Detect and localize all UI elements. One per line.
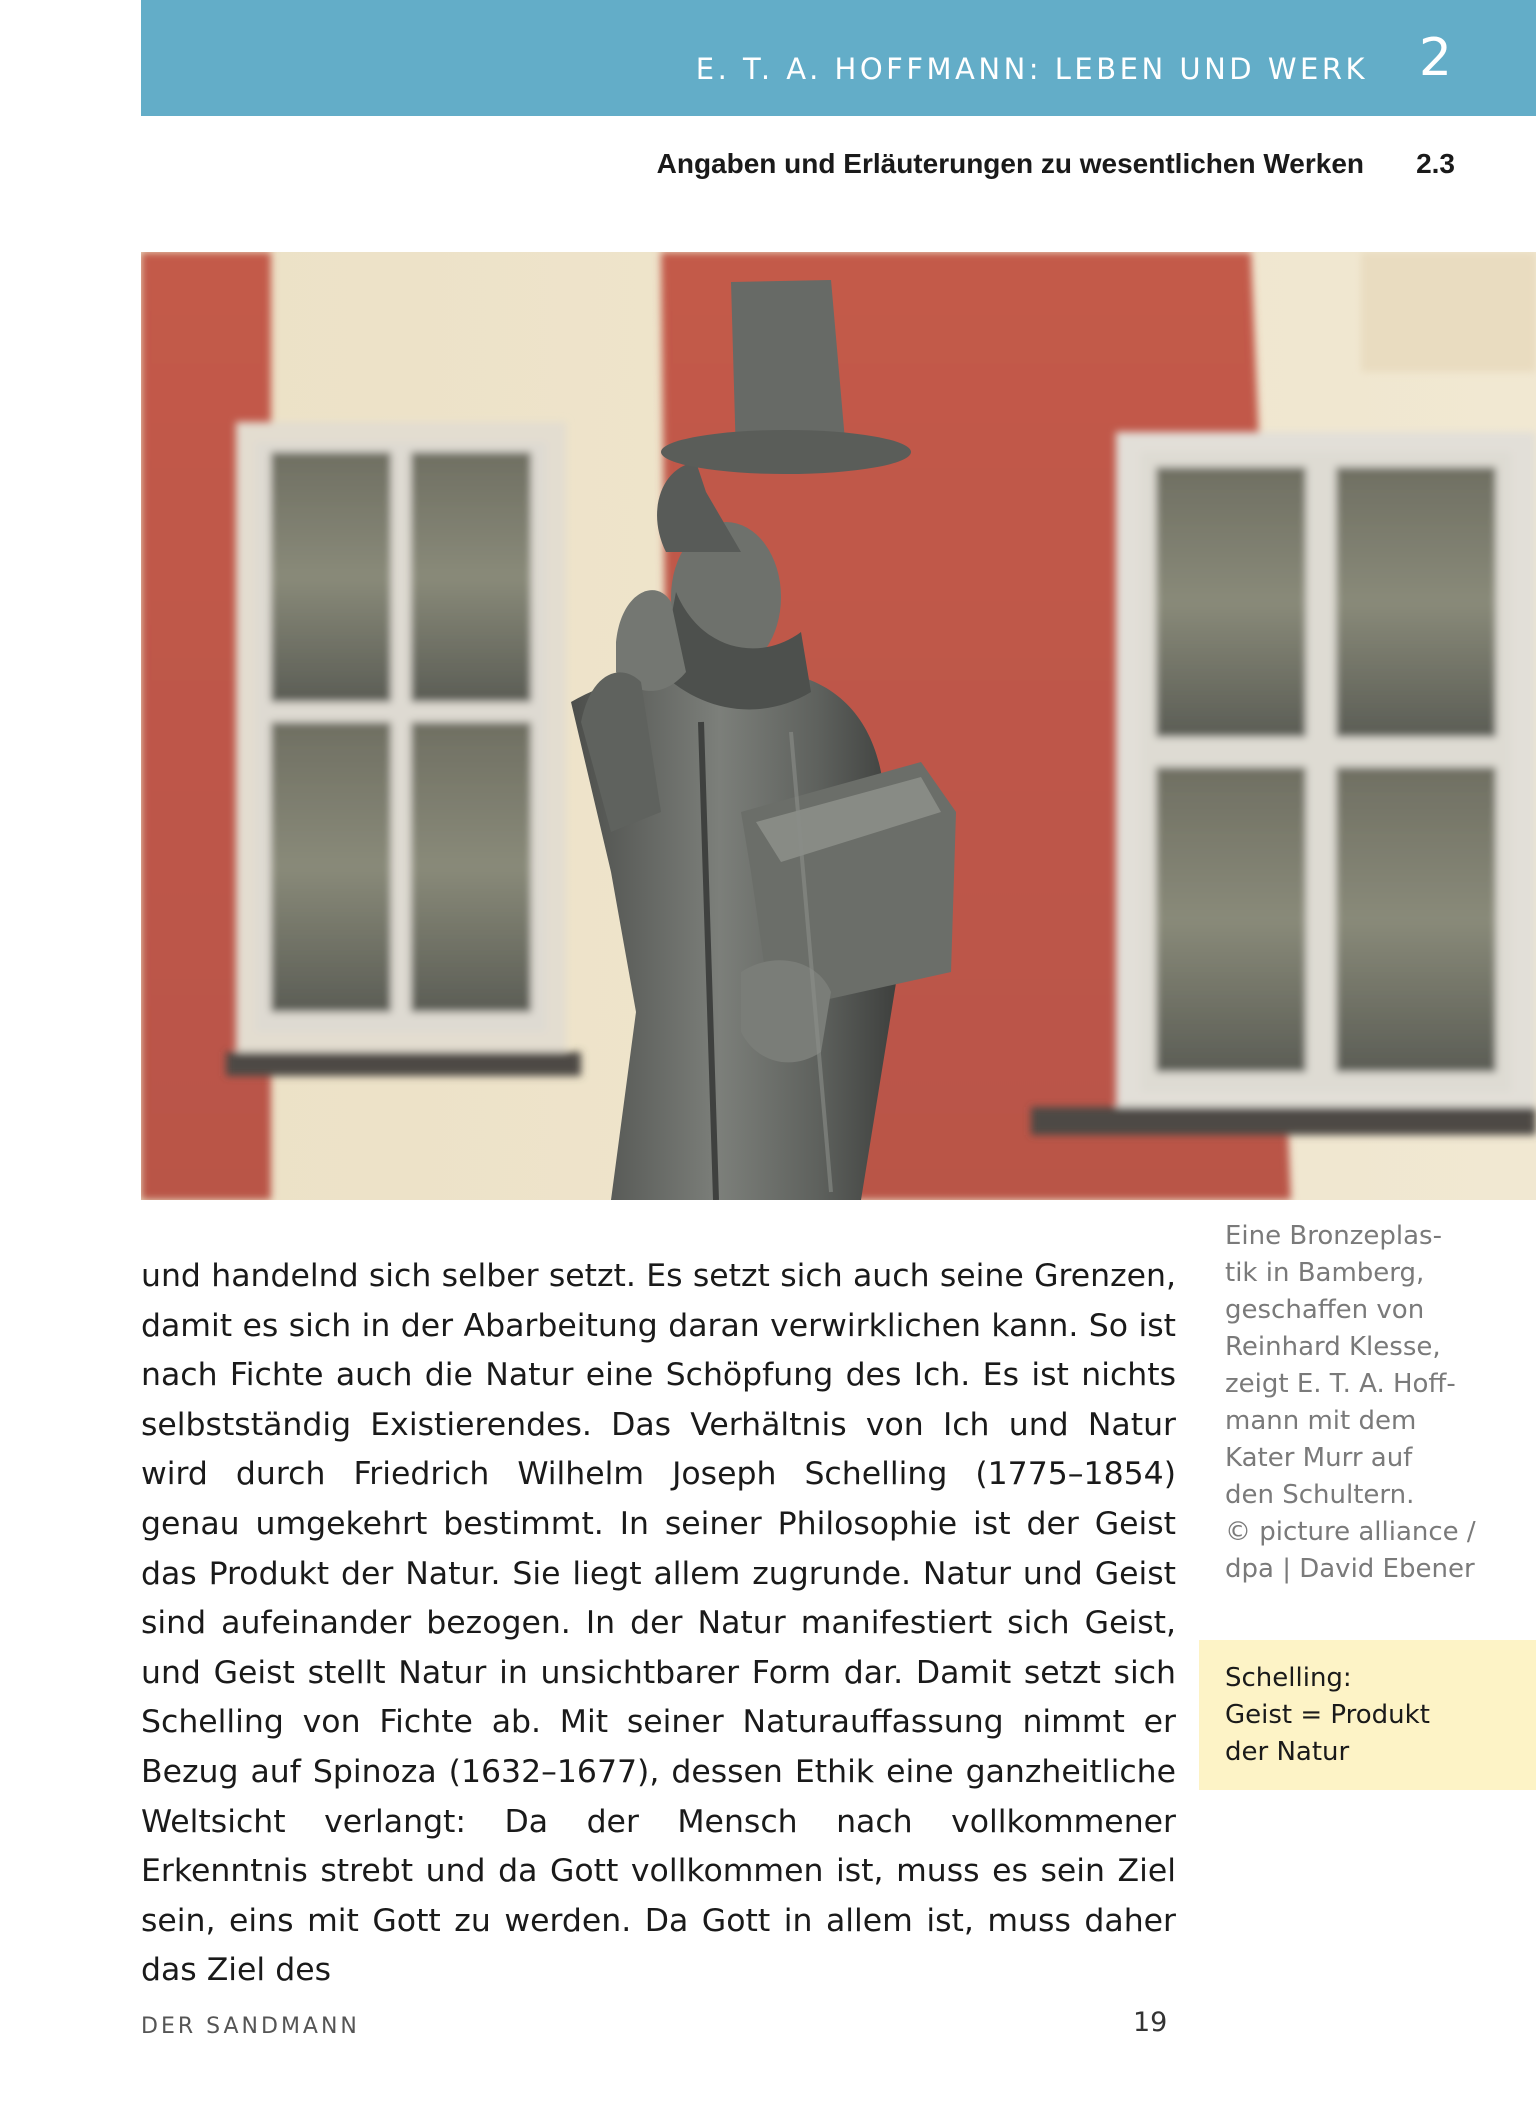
- caption-line: tik in Bamberg,: [1225, 1258, 1425, 1288]
- statue-photo: [141, 252, 1536, 1200]
- caption-line: den Schultern.: [1225, 1480, 1415, 1510]
- caption-line: mann mit dem: [1225, 1406, 1417, 1436]
- caption-line: Reinhard Klesse,: [1225, 1332, 1441, 1362]
- caption-line: Kater Murr auf: [1225, 1443, 1413, 1473]
- caption-line: dpa | David Ebener: [1225, 1554, 1475, 1584]
- image-caption: [1225, 1218, 1485, 1588]
- margin-note-box: [1199, 1640, 1536, 1790]
- section-title: Angaben und Erläuterungen zu wesentlichen Werken: [656, 148, 1364, 179]
- caption-line: zeigt E. T. A. Hoff-: [1225, 1369, 1456, 1399]
- caption-line: geschaffen von: [1225, 1295, 1425, 1325]
- chapter-number: 2: [1418, 28, 1452, 88]
- footer-book-title: DER SANDMANN: [141, 2014, 360, 2039]
- margin-note-line: Geist = Produkt: [1225, 1700, 1430, 1730]
- margin-note: [1225, 1660, 1430, 1771]
- chapter-title: E. T. A. HOFFMANN: LEBEN UND WERK: [695, 52, 1368, 86]
- page-number: 19: [1133, 2007, 1168, 2038]
- caption-line: © picture alliance /: [1225, 1517, 1476, 1547]
- chapter-header-bar: [141, 0, 1536, 116]
- caption-line: Eine Bronzeplas-: [1225, 1221, 1442, 1251]
- section-number: 2.3: [1416, 148, 1455, 179]
- margin-note-line: Schelling:: [1225, 1663, 1352, 1693]
- body-paragraph: und handelnd sich selber setzt. Es setzt sich auch seine Grenzen, damit es sich in der Abarbeitung daran verwirklichen kann. So ist nach Fichte auch die Natur eine Schöpfung des Ich. Es ist nichts selbstständig Existierendes. Das Verhältnis von Ich und Natur wird durch Friedrich Wilhelm Joseph Schelling (1775–1854) genau umgekehrt bestimmt. In seiner Philosophie ist der Geist das Produkt der Natur. Sie liegt allem zugrunde. Natur und Geist sind aufeinander bezogen. In der Natur manifestiert sich Geist, und Geist stellt Natur in unsichtbarer Form dar. Damit setzt sich Schelling von Fichte ab. Mit seiner Naturauffassung nimmt er Bezug auf Spinoza (1632–1677), dessen Ethik eine ganzheitliche Weltsicht verlangt: Da der Mensch nach vollkommener Erkenntnis strebt und da Gott vollkommen ist, muss es sein Ziel sein, eins mit Gott zu werden. Da Gott in allem ist, muss daher das Ziel des: [141, 1258, 1176, 1989]
- margin-note-line: der Natur: [1225, 1737, 1350, 1767]
